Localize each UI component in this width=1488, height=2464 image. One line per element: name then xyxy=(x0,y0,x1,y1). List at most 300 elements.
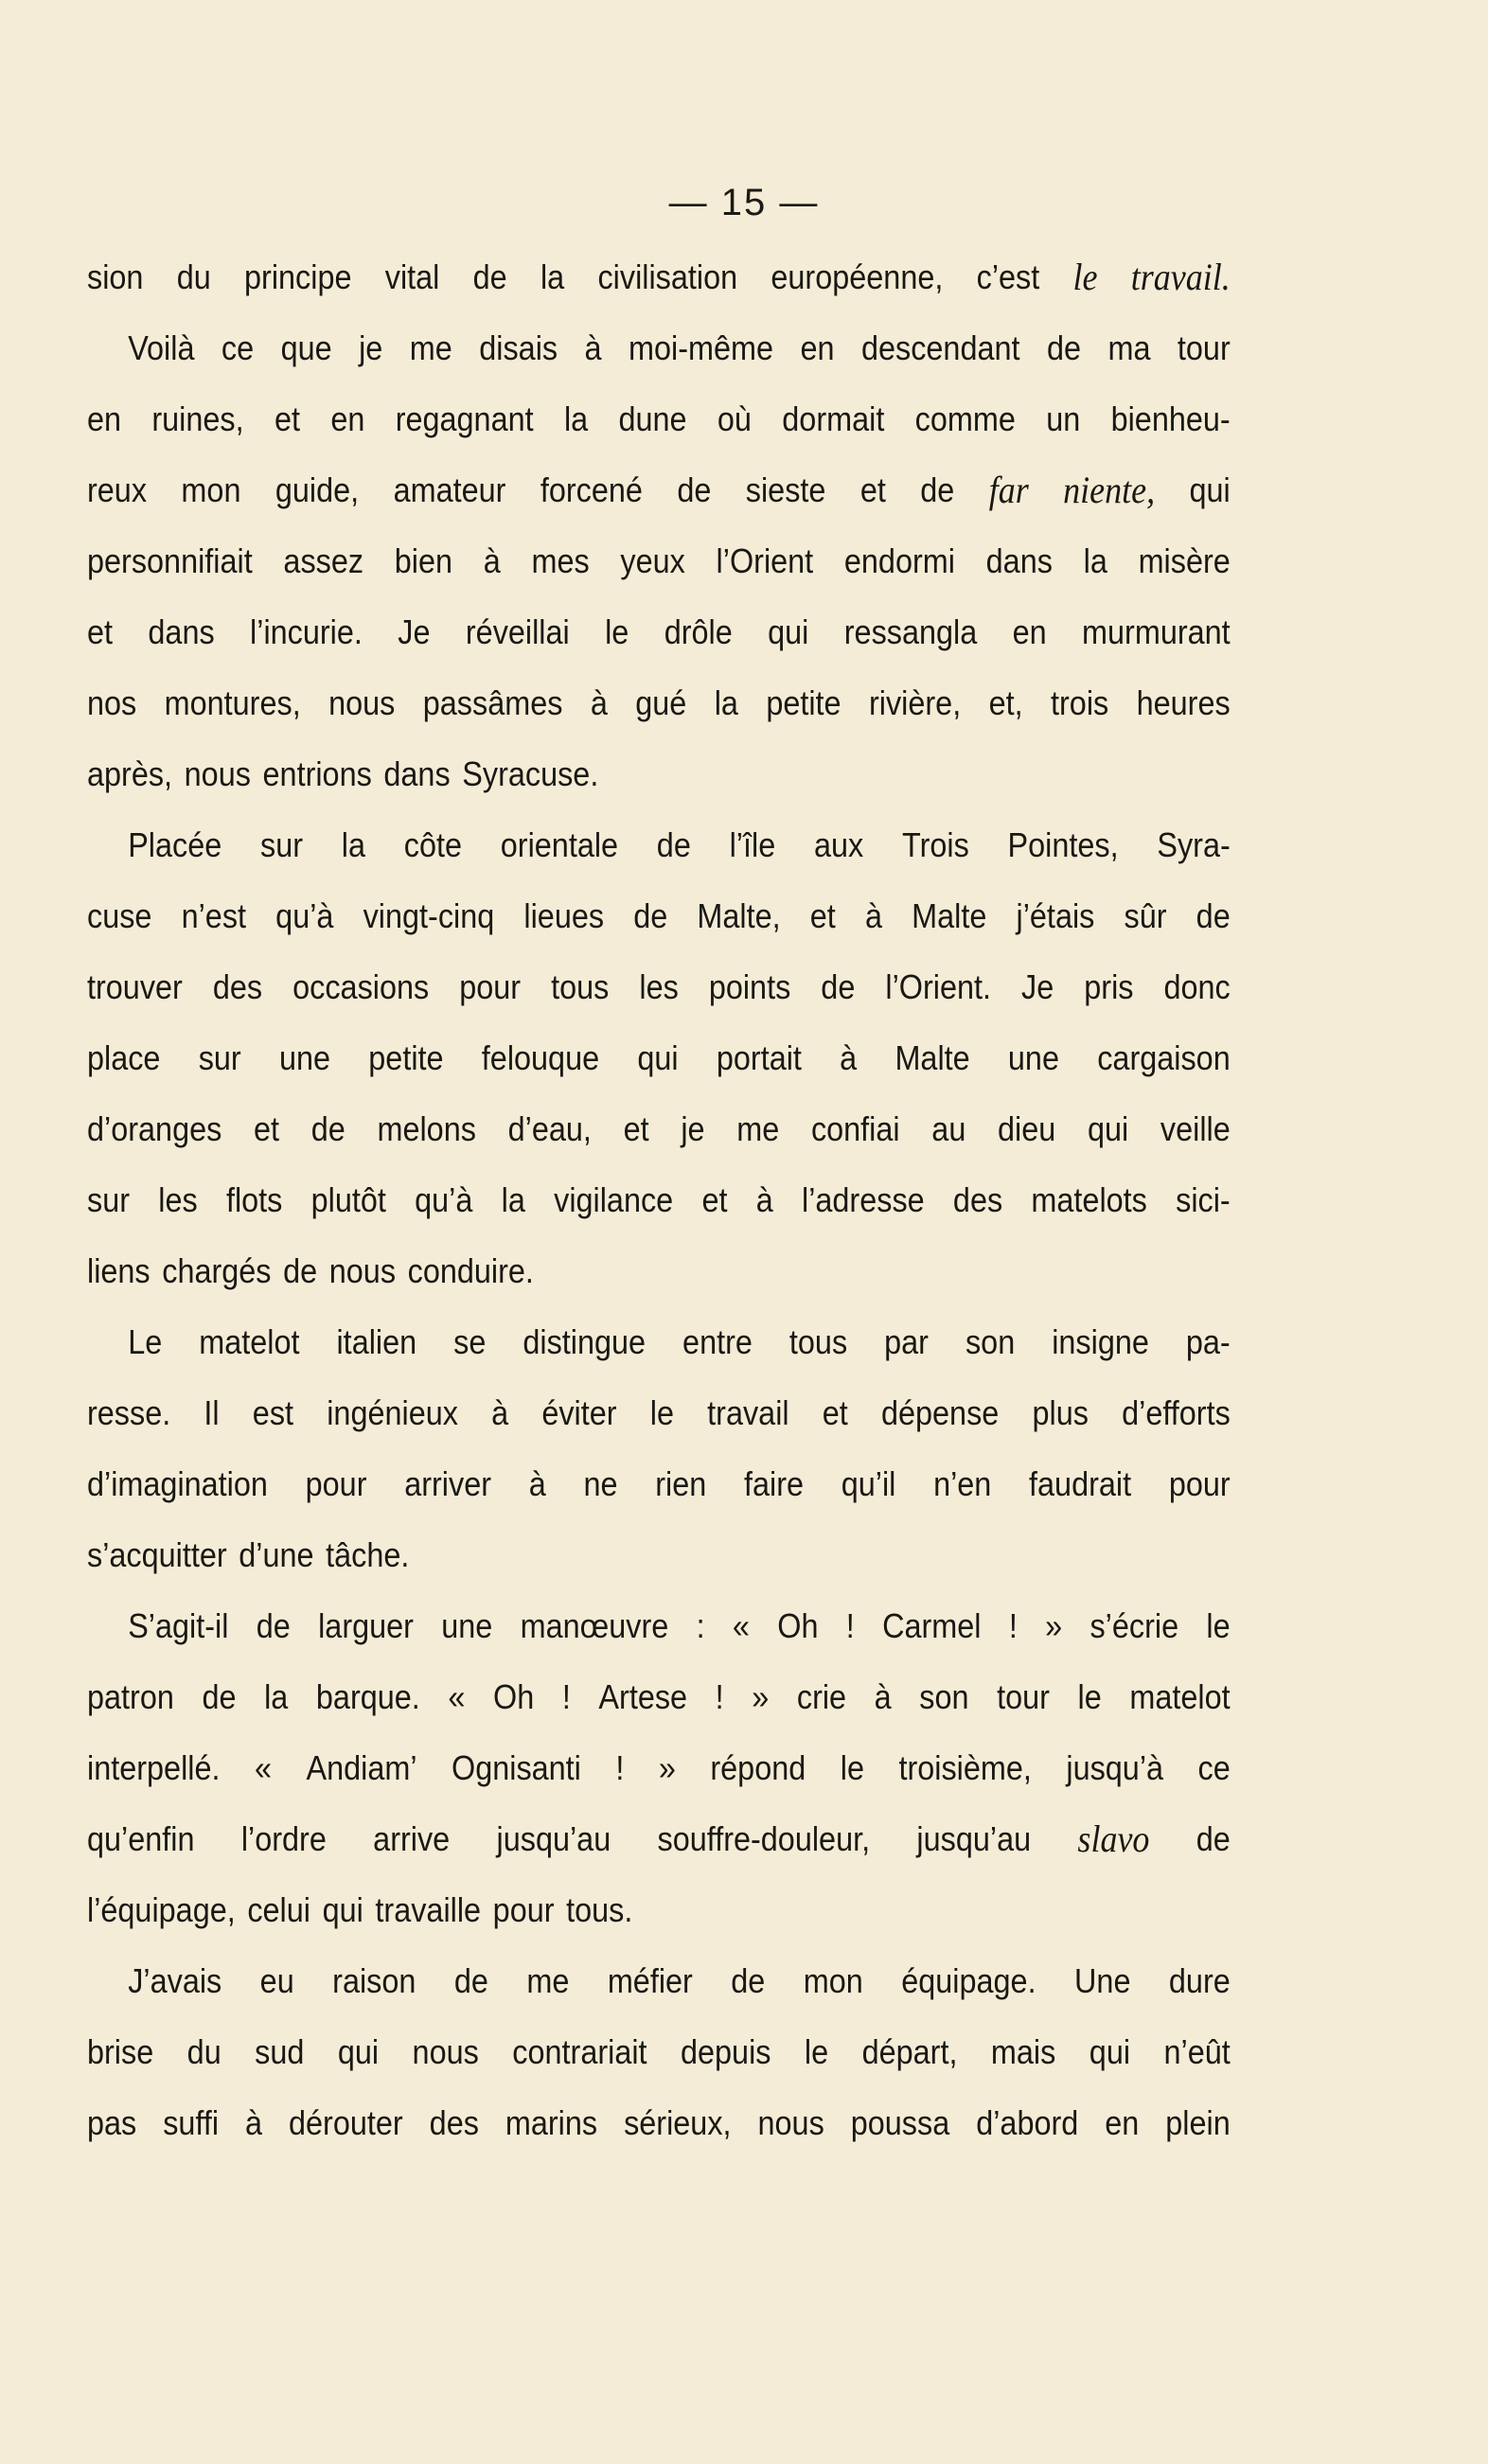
word: ingénieux xyxy=(327,1393,458,1432)
word: moi-même xyxy=(629,328,774,367)
word: la xyxy=(264,1677,289,1716)
word: brise xyxy=(87,2032,154,2071)
word: ! xyxy=(615,1748,625,1787)
word: confiai xyxy=(810,1109,900,1148)
word: la xyxy=(714,683,738,722)
word: à xyxy=(874,1677,892,1716)
word: le xyxy=(1206,1606,1231,1645)
word: me xyxy=(736,1109,780,1148)
word: Une xyxy=(1074,1961,1131,2000)
body-text-lines xyxy=(87,241,1231,2158)
word: Carmel xyxy=(882,1606,982,1645)
word: les xyxy=(639,967,679,1006)
word: pour xyxy=(492,1890,555,1929)
word: la xyxy=(540,257,565,296)
word: dans xyxy=(985,541,1053,580)
word: le xyxy=(840,1748,864,1787)
word: et xyxy=(701,1180,728,1219)
text-line xyxy=(87,1022,1231,1093)
word: de xyxy=(920,470,955,509)
word: et xyxy=(822,1393,848,1432)
word: tous xyxy=(788,1322,848,1361)
word: portait xyxy=(716,1038,802,1077)
word: Malte xyxy=(895,1038,970,1077)
word: trois xyxy=(1051,683,1109,722)
word: matelot xyxy=(199,1322,300,1361)
word: » xyxy=(658,1748,676,1787)
word: les xyxy=(158,1180,198,1219)
word: la xyxy=(341,825,366,864)
text-line xyxy=(87,1448,1231,1519)
word: mon xyxy=(181,470,241,509)
word: côte xyxy=(403,825,463,864)
text-line xyxy=(87,596,1231,667)
word: sérieux, xyxy=(624,2103,732,2142)
word: arrive xyxy=(373,1819,451,1858)
word: de xyxy=(1196,896,1231,935)
word: qu’à xyxy=(275,896,334,935)
word: ! xyxy=(561,1677,571,1716)
word: l’Orient. xyxy=(885,967,991,1006)
word: Il xyxy=(204,1393,220,1432)
word: d’une xyxy=(239,1535,314,1574)
word: l’adresse xyxy=(802,1180,925,1219)
word: sur xyxy=(87,1180,131,1219)
word: après, xyxy=(87,754,173,793)
word: regagnant xyxy=(395,399,534,438)
word: à xyxy=(491,1393,509,1432)
word: sud xyxy=(255,2032,305,2071)
word: pris xyxy=(1084,967,1134,1006)
word: qu’à xyxy=(415,1180,473,1219)
text-line xyxy=(87,525,1231,596)
word: qui xyxy=(1087,1109,1129,1148)
word: départ, xyxy=(861,2032,958,2071)
word: suffi xyxy=(163,2103,220,2142)
word: à xyxy=(528,1464,546,1503)
text-line xyxy=(87,880,1231,951)
word: Syracuse. xyxy=(462,754,599,793)
text-line xyxy=(87,312,1231,383)
word: forcené xyxy=(540,470,643,509)
word: Trois xyxy=(901,825,969,864)
word: son xyxy=(965,1322,1016,1361)
word: bienheu- xyxy=(1110,399,1231,438)
word: misère xyxy=(1138,541,1231,580)
word: arriver xyxy=(404,1464,492,1503)
word: liens xyxy=(87,1251,151,1290)
word: la xyxy=(563,399,589,438)
word: tous xyxy=(551,967,610,1006)
word: dune xyxy=(618,399,687,438)
text-line xyxy=(87,1874,1231,1945)
word: éviter xyxy=(541,1393,617,1432)
word: descendant xyxy=(860,328,1020,367)
word: le xyxy=(1077,1677,1102,1716)
word: la xyxy=(501,1180,525,1219)
text-line xyxy=(87,1661,1231,1732)
word: bien xyxy=(394,541,453,580)
italic-word: far xyxy=(988,469,1029,511)
word: : xyxy=(696,1606,705,1645)
word: le xyxy=(605,612,629,651)
word: se xyxy=(453,1322,487,1361)
word: raison xyxy=(332,1961,416,2000)
word: endormi xyxy=(843,541,955,580)
text-line xyxy=(87,1590,1231,1661)
word: s’écrie xyxy=(1089,1606,1179,1645)
word: une xyxy=(441,1606,493,1645)
page-number-header: — 15 — xyxy=(668,182,820,223)
word: le xyxy=(649,1393,674,1432)
word: des xyxy=(952,1180,1003,1219)
word: en xyxy=(800,328,835,367)
word: montures, xyxy=(164,683,301,722)
word: par xyxy=(884,1322,929,1361)
word: aux xyxy=(813,825,864,864)
word: insigne xyxy=(1052,1322,1149,1361)
word: sûr xyxy=(1124,896,1167,935)
word: Ognisanti xyxy=(452,1748,581,1787)
word: nos xyxy=(87,683,137,722)
word: depuis xyxy=(680,2032,771,2071)
word: conduire. xyxy=(407,1251,534,1290)
word: des xyxy=(212,967,263,1006)
word: me xyxy=(409,328,452,367)
word: nous xyxy=(412,2032,479,2071)
word: civilisation xyxy=(597,257,738,296)
word: de xyxy=(1196,1819,1231,1858)
word: lieues xyxy=(523,896,605,935)
word: assez xyxy=(283,541,364,580)
word: et xyxy=(623,1109,649,1148)
word: trouver xyxy=(87,967,183,1006)
text-line xyxy=(87,1945,1231,2016)
word: reux xyxy=(87,470,148,509)
word: guide, xyxy=(275,470,360,509)
word: en xyxy=(1012,612,1047,651)
word: drôle xyxy=(664,612,733,651)
word: « xyxy=(448,1677,466,1716)
word: l’Orient xyxy=(716,541,814,580)
word: tour xyxy=(1177,328,1231,367)
word: du xyxy=(186,2032,221,2071)
word: entrions xyxy=(262,754,372,793)
word: et xyxy=(274,399,300,438)
word: cuse xyxy=(87,896,152,935)
word: et xyxy=(254,1109,280,1148)
text-line xyxy=(87,809,1231,880)
word: jusqu’à xyxy=(1066,1748,1164,1787)
word: un xyxy=(1046,399,1081,438)
word: qui xyxy=(1189,470,1231,509)
word: matelot xyxy=(1129,1677,1231,1716)
word: « xyxy=(732,1606,750,1645)
word: n’en xyxy=(933,1464,992,1503)
word: interpellé. xyxy=(87,1748,221,1787)
word: points xyxy=(708,967,791,1006)
word: orientale xyxy=(500,825,619,864)
word: des xyxy=(429,2103,479,2142)
word: » xyxy=(1045,1606,1063,1645)
word: son xyxy=(919,1677,969,1716)
word: dérouter xyxy=(289,2103,403,2142)
word: vigilance xyxy=(554,1180,674,1219)
word: d’efforts xyxy=(1122,1393,1231,1432)
word: « xyxy=(254,1748,272,1787)
word: Andiam’ xyxy=(306,1748,417,1787)
word: vingt-cinq xyxy=(363,896,495,935)
word: une xyxy=(1007,1038,1059,1077)
word: c’est xyxy=(976,257,1040,296)
word: sion xyxy=(87,257,144,296)
word: qui xyxy=(768,612,809,651)
text-line xyxy=(87,2087,1231,2158)
word: celui xyxy=(247,1890,310,1929)
word: et xyxy=(87,612,114,651)
word: d’eau, xyxy=(507,1109,592,1148)
word: faire xyxy=(743,1464,804,1503)
word: donc xyxy=(1163,967,1231,1006)
word: crie xyxy=(796,1677,847,1716)
word: dépense xyxy=(880,1393,1000,1432)
word: d’abord xyxy=(976,2103,1079,2142)
word: Malte, xyxy=(697,896,781,935)
word: ma xyxy=(1107,328,1151,367)
word: en xyxy=(330,399,365,438)
text-line xyxy=(87,383,1231,454)
word: patron xyxy=(87,1677,174,1716)
word: Oh xyxy=(493,1677,535,1716)
word: travail xyxy=(707,1393,789,1432)
word: l’ordre xyxy=(240,1819,327,1858)
word: nous xyxy=(757,2103,824,2142)
word: qui xyxy=(337,2032,380,2071)
word: Malte xyxy=(912,896,987,935)
word: jusqu’au xyxy=(916,1819,1032,1858)
word: en xyxy=(1105,2103,1140,2142)
word: sici- xyxy=(1176,1180,1231,1219)
word: Oh xyxy=(777,1606,819,1645)
text-line xyxy=(87,1306,1231,1377)
word: le xyxy=(804,2032,829,2071)
word: J’avais xyxy=(128,1961,222,2000)
word: jusqu’au xyxy=(496,1819,611,1858)
word: de xyxy=(731,1961,766,2000)
word: du xyxy=(176,257,211,296)
body-text xyxy=(87,241,1231,2158)
text-line xyxy=(87,951,1231,1022)
word: occasions xyxy=(292,967,430,1006)
text-line xyxy=(87,667,1231,738)
word: passâmes xyxy=(422,683,563,722)
word: comme xyxy=(914,399,1016,438)
word: Je xyxy=(1021,967,1054,1006)
word: de xyxy=(656,825,691,864)
word: » xyxy=(752,1677,770,1716)
word: Syra- xyxy=(1157,825,1231,864)
word: une xyxy=(278,1038,331,1077)
word: ! xyxy=(845,1606,855,1645)
word: italien xyxy=(336,1322,417,1361)
word: cargaison xyxy=(1097,1038,1231,1077)
word: européenne, xyxy=(771,257,944,296)
word: d’oranges xyxy=(87,1109,222,1148)
word: mon xyxy=(803,1961,863,2000)
word: réveillai xyxy=(465,612,570,651)
word: dieu xyxy=(998,1109,1056,1148)
word: pour xyxy=(1168,1464,1231,1503)
word: mais xyxy=(990,2032,1056,2071)
word: Je xyxy=(398,612,431,651)
word: amateur xyxy=(393,470,506,509)
word: felouque xyxy=(481,1038,600,1077)
word: de xyxy=(633,896,668,935)
word: distingue xyxy=(523,1322,647,1361)
word: l’équipage, xyxy=(87,1890,236,1929)
word: de xyxy=(310,1109,345,1148)
word: personnifiait xyxy=(87,541,253,580)
word: nous xyxy=(328,1251,397,1290)
word: et xyxy=(859,470,886,509)
word: à xyxy=(584,328,602,367)
word: Pointes, xyxy=(1007,825,1119,864)
word: de xyxy=(472,257,507,296)
word: barque. xyxy=(315,1677,420,1716)
text-line xyxy=(87,1732,1231,1803)
word: rivière, xyxy=(868,683,962,722)
word: répond xyxy=(710,1748,806,1787)
word: melons xyxy=(377,1109,476,1148)
word: ruines, xyxy=(151,399,244,438)
text-line xyxy=(87,1519,1231,1590)
word: ! xyxy=(1008,1606,1018,1645)
italic-word: slavo xyxy=(1077,1817,1150,1860)
word: de xyxy=(453,1961,488,2000)
word: et, xyxy=(988,683,1023,722)
text-line xyxy=(87,1803,1231,1874)
word: travaille xyxy=(375,1890,482,1929)
word: marins xyxy=(505,2103,598,2142)
word: chargés xyxy=(162,1251,272,1290)
word: je xyxy=(359,328,383,367)
word: nous xyxy=(184,754,251,793)
word: en xyxy=(87,399,122,438)
word: eu xyxy=(259,1961,294,2000)
word: qu’il xyxy=(841,1464,896,1503)
word: à xyxy=(590,683,608,722)
word: de xyxy=(677,470,712,509)
text-line xyxy=(87,2016,1231,2087)
word: mes xyxy=(531,541,590,580)
word: yeux xyxy=(620,541,685,580)
word: ne xyxy=(583,1464,618,1503)
text-line xyxy=(87,738,1231,809)
italic-word: niente, xyxy=(1063,469,1156,511)
word: plus xyxy=(1032,1393,1089,1432)
word: dans xyxy=(383,754,451,793)
word: contrariait xyxy=(512,2032,647,2071)
word: entre xyxy=(682,1322,753,1361)
word: souffre-douleur, xyxy=(657,1819,871,1858)
word: plutôt xyxy=(310,1180,386,1219)
word: ! xyxy=(715,1677,724,1716)
word: me xyxy=(526,1961,570,2000)
word: qu’enfin xyxy=(87,1819,195,1858)
word: sur xyxy=(260,825,304,864)
word: j’étais xyxy=(1016,896,1095,935)
word: dure xyxy=(1168,1961,1231,2000)
word: de xyxy=(283,1251,318,1290)
word: flots xyxy=(225,1180,283,1219)
word: est xyxy=(252,1393,294,1432)
word: à xyxy=(755,1180,773,1219)
word: qui xyxy=(1089,2032,1131,2071)
word: pas xyxy=(87,2103,137,2142)
word: qui xyxy=(637,1038,679,1077)
word: méfier xyxy=(607,1961,693,2000)
word: de xyxy=(256,1606,291,1645)
word: sur xyxy=(198,1038,241,1077)
word: plein xyxy=(1165,2103,1231,2142)
text-line xyxy=(87,1377,1231,1448)
word: pa- xyxy=(1185,1322,1231,1361)
text-line xyxy=(87,1235,1231,1306)
word: de xyxy=(202,1677,237,1716)
word: à xyxy=(840,1038,858,1077)
word: rien xyxy=(655,1464,707,1503)
word: ce xyxy=(221,328,255,367)
word: s’acquitter xyxy=(87,1535,227,1574)
word: petite xyxy=(766,683,841,722)
word: que xyxy=(280,328,332,367)
word: poussa xyxy=(850,2103,950,2142)
word: tous. xyxy=(566,1890,633,1929)
word: Voilà xyxy=(128,328,195,367)
word: disais xyxy=(479,328,558,367)
word: faudrait xyxy=(1029,1464,1132,1503)
word: Placée xyxy=(128,825,222,864)
word: petite xyxy=(368,1038,444,1077)
word: équipage. xyxy=(901,1961,1036,2000)
word: principe xyxy=(244,257,352,296)
word: ce xyxy=(1197,1748,1231,1787)
word: dans xyxy=(148,612,215,651)
word: à xyxy=(245,2103,263,2142)
word: l’incurie. xyxy=(250,612,363,651)
word: tour xyxy=(997,1677,1050,1716)
word: matelots xyxy=(1031,1180,1147,1219)
word: à xyxy=(483,541,501,580)
word: tâche. xyxy=(326,1535,410,1574)
word: pour xyxy=(459,967,522,1006)
word: sieste xyxy=(745,470,826,509)
word: pour xyxy=(305,1464,367,1503)
text-line xyxy=(87,241,1231,312)
word: larguer xyxy=(318,1606,414,1645)
italic-word: travail. xyxy=(1130,256,1231,298)
word: resse. xyxy=(87,1393,171,1432)
word: place xyxy=(87,1038,161,1077)
word: murmurant xyxy=(1082,612,1231,651)
word: dormait xyxy=(782,399,885,438)
word: S’agit-il xyxy=(128,1606,229,1645)
word: au xyxy=(931,1109,966,1148)
word: vital xyxy=(384,257,440,296)
word: je xyxy=(681,1109,705,1148)
word: ressangla xyxy=(843,612,978,651)
text-line xyxy=(87,454,1231,525)
